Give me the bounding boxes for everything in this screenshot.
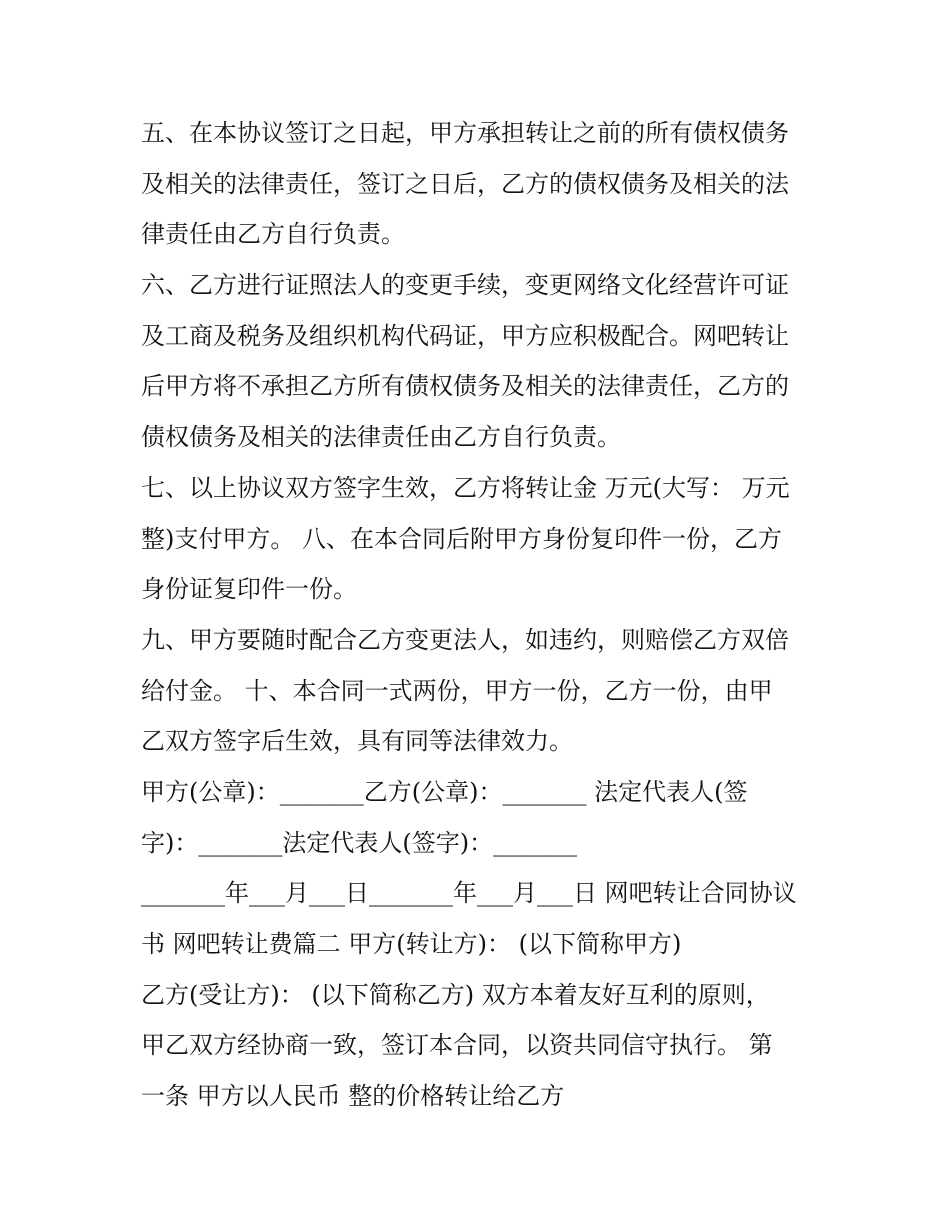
text-line: 债权债务及相关的法律责任由乙方自行负责。 bbox=[141, 423, 621, 452]
text-line: 一条 甲方以人民币 整的价格转让给乙方 bbox=[141, 1082, 565, 1111]
text-line: 书 网吧转让费篇二 甲方(转让方)： (以下简称甲方) bbox=[141, 930, 682, 958]
text-line: 身份证复印件一份。 bbox=[141, 575, 357, 604]
text-line: 九、甲方要随时配合乙方变更法人，如违约，则赔偿乙方双倍 bbox=[141, 625, 789, 654]
date-line: _______年___月___日_______年___月___日 网吧转让合同协议 bbox=[141, 879, 797, 908]
text-line: 律责任由乙方自行负责。 bbox=[141, 220, 405, 249]
text-line: 乙方(受让方)： (以下简称乙方) 双方本着友好互利的原则， bbox=[141, 980, 770, 1009]
text-line: 及相关的法律责任，签订之日后，乙方的债权债务及相关的法 bbox=[141, 169, 789, 198]
text-line: 七、以上协议双方签字生效，乙方将转让金 万元(大写： 万元 bbox=[141, 473, 790, 502]
text-line: 五、在本协议签订之日起，甲方承担转让之前的所有债权债务 bbox=[141, 119, 789, 147]
signature-line: 甲方(公章)：_______乙方(公章)：_______ 法定代表人(签 bbox=[141, 777, 748, 806]
text-line: 给付金。 十、本合同一式两份，甲方一份，乙方一份，由甲 bbox=[141, 676, 773, 705]
text-line: 整)支付甲方。 八、在本合同后附甲方身份复印件一份，乙方 bbox=[141, 524, 782, 553]
text-line: 甲乙双方经协商一致，签订本合同，以资共同信守执行。 第 bbox=[141, 1031, 773, 1060]
document-body bbox=[141, 108, 813, 1122]
text-line: 乙双方签字后生效，具有同等法律效力。 bbox=[141, 727, 573, 756]
text-line: 及工商及税务及组织机构代码证，甲方应积极配合。网吧转让 bbox=[141, 321, 789, 350]
signature-line: 字)：_______法定代表人(签字)：_______ bbox=[141, 828, 578, 857]
text-line: 六、乙方进行证照法人的变更手续，变更网络文化经营许可证 bbox=[141, 271, 789, 300]
text-line: 后甲方将不承担乙方所有债权债务及相关的法律责任，乙方的 bbox=[141, 372, 789, 401]
